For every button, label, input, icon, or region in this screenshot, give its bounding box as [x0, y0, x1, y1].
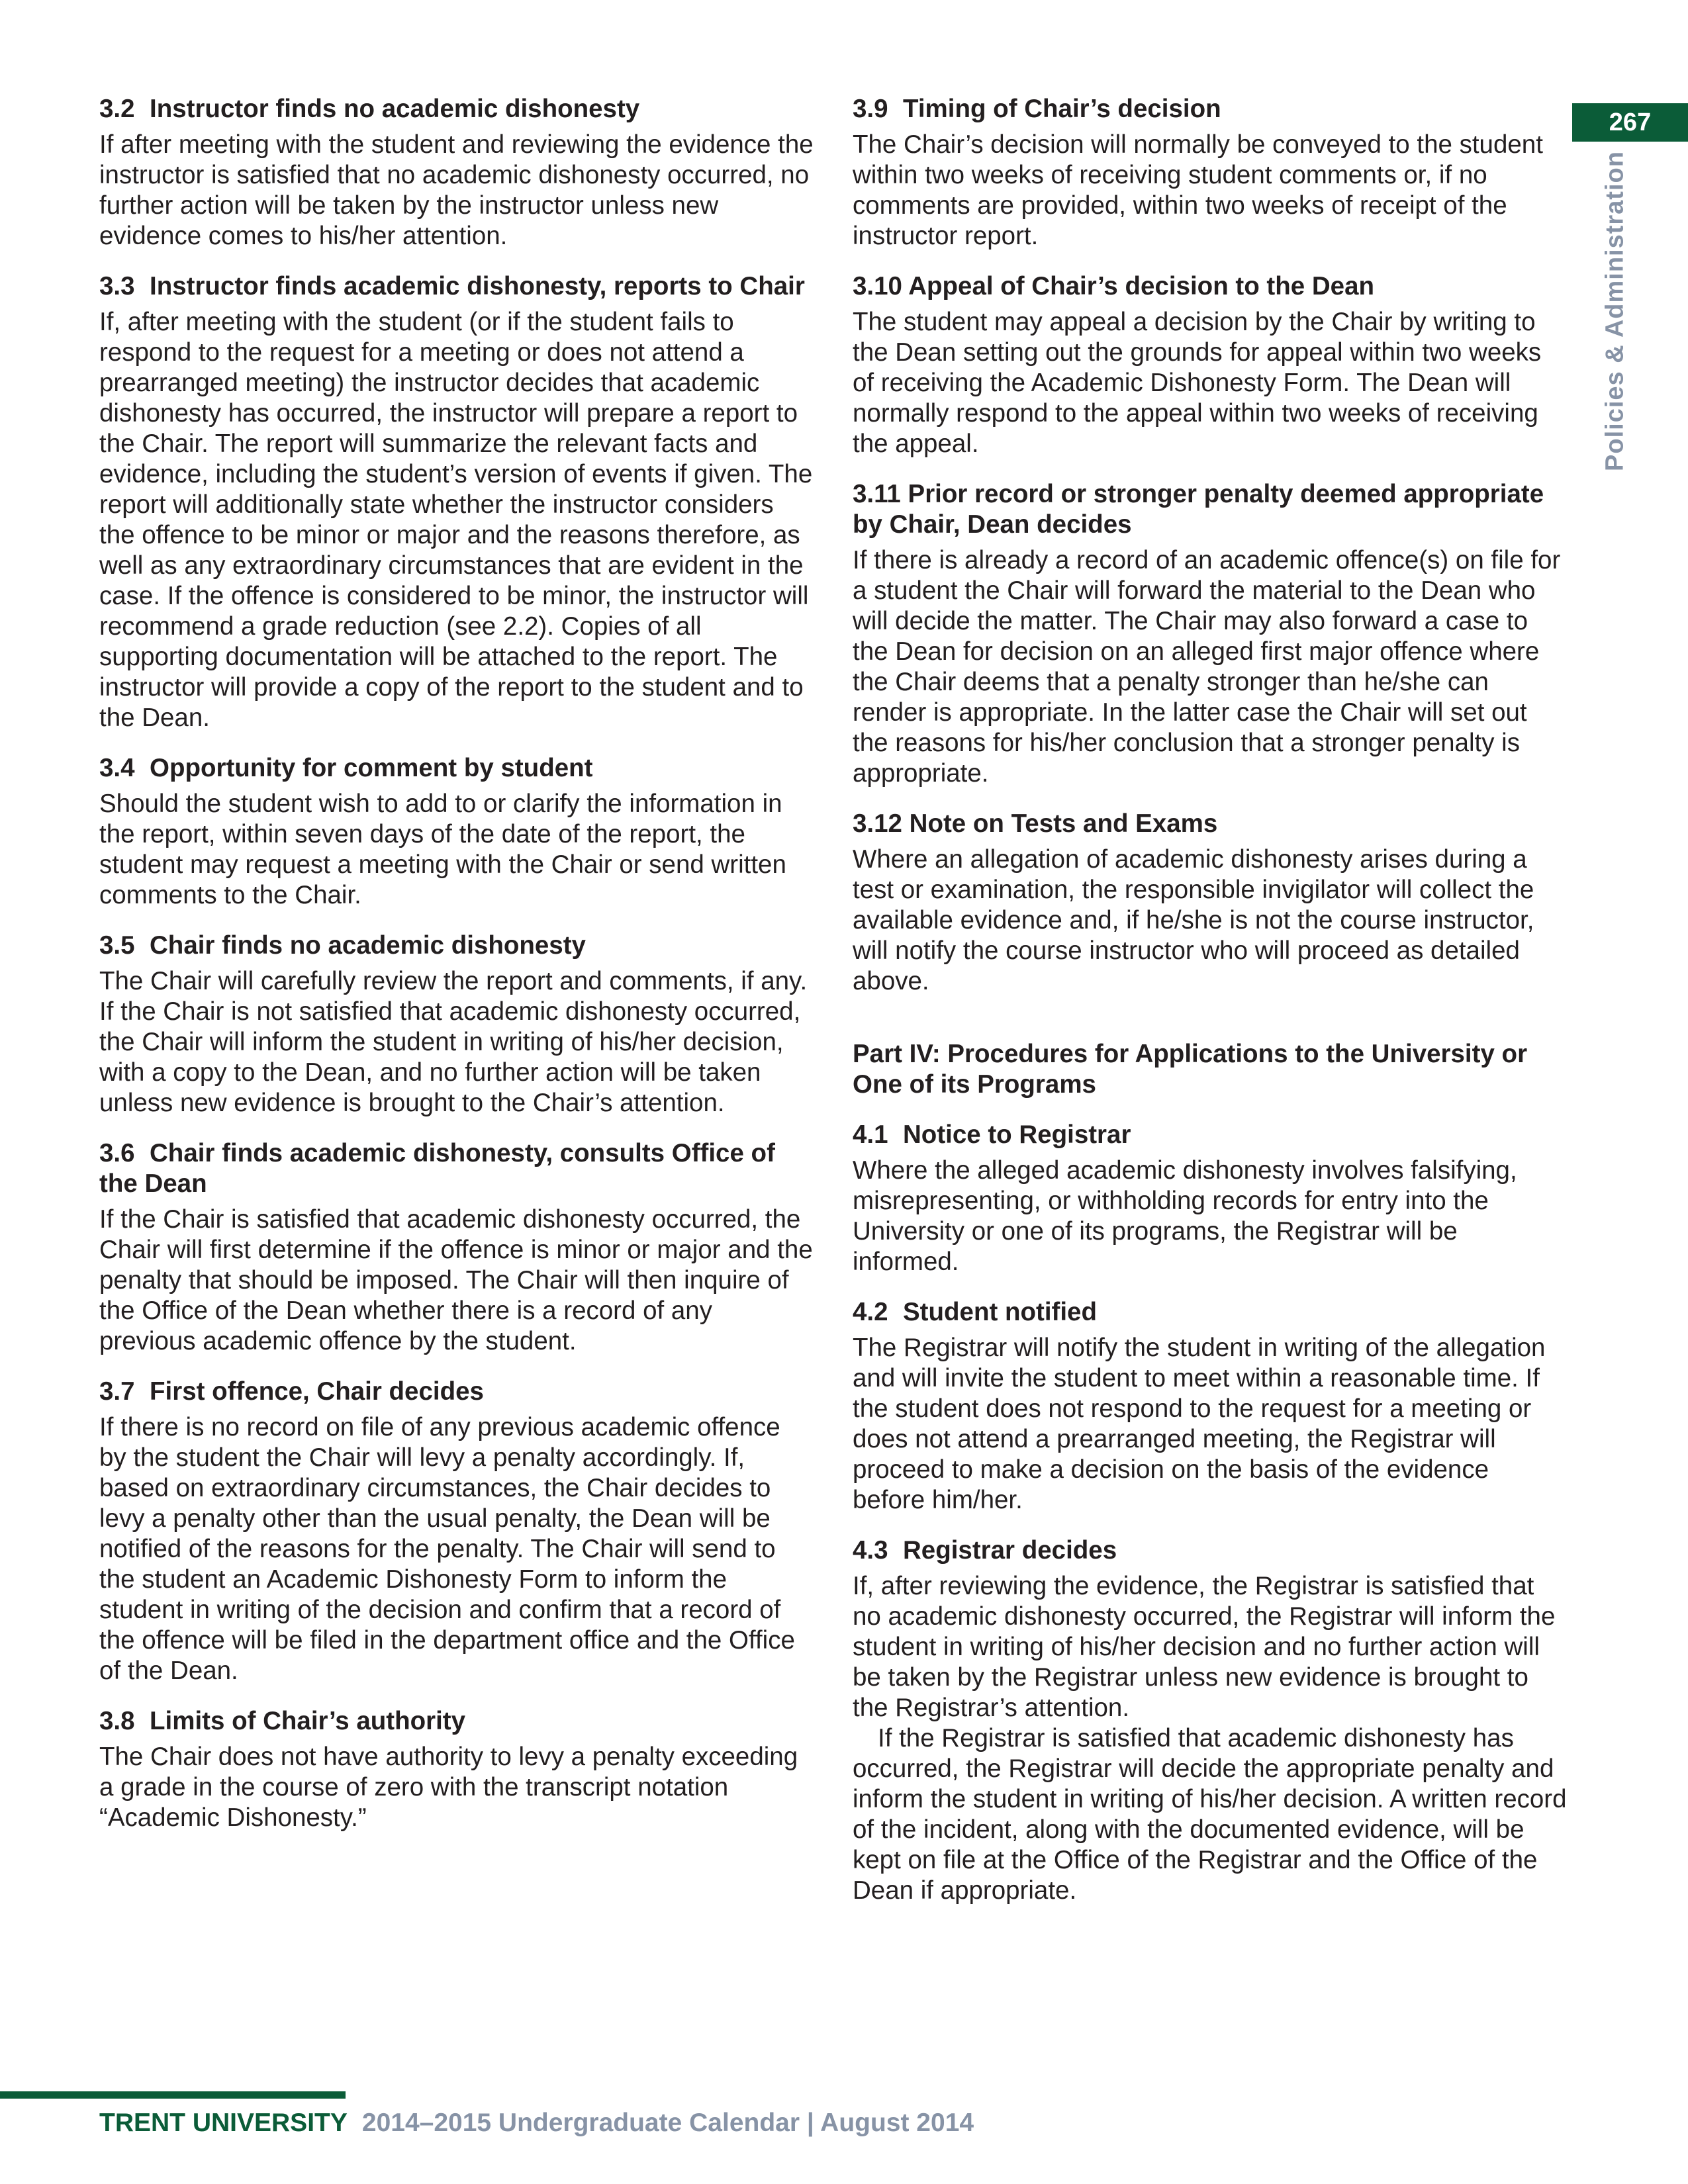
section-title: Note on Tests and Exams	[909, 809, 1218, 838]
section-paragraph: If after meeting with the student and reviewing the evidence the instructor is satisfied that no academic dishonesty occurred, no further action will be taken by the instructor unless new evidence comes to his/her attention.	[99, 130, 814, 250]
section-number: 3.9	[853, 95, 888, 123]
section-heading	[853, 809, 1568, 839]
section-paragraph: If the Registrar is satisfied that academic dishonesty has occurred, the Registrar will decide the appropriate penalty and inform the student in writing of his/her decision. A written record of the incident, along with the documented evidence, will be kept on file at the Office of the Registrar and the Office of the Dean if appropriate.	[853, 1724, 1567, 1905]
section-paragraph: The student may appeal a decision by the Chair by writing to the Dean setting out the grounds for appeal within two weeks of receiving the Academic Dishonesty Form. The Dean will normally respond to the appeal within two weeks of receiving the appeal.	[853, 308, 1542, 458]
section-number: 3.5	[99, 931, 135, 960]
section-title: Limits of Chair’s authority	[150, 1707, 466, 1735]
left-column	[99, 94, 814, 1853]
section-paragraph: The Chair will carefully review the report and comments, if any. If the Chair is not satisfied that academic dishonesty occurred, the Chair will inform the student in writing of his/her decision, with a copy to the Dean, and no further action will be taken unless new evidence is brought to the Chair’s attention.	[99, 967, 808, 1117]
section-title: Notice to Registrar	[903, 1120, 1131, 1149]
section-3-4	[99, 753, 814, 911]
section-title: Instructor finds no academic dishonesty	[150, 95, 640, 123]
footer	[99, 2109, 974, 2138]
section-number: 3.11	[853, 480, 901, 508]
right-column	[853, 94, 1568, 1926]
part-iv-heading	[853, 1039, 1568, 1100]
section-3-3	[99, 271, 814, 733]
section-4-1	[853, 1120, 1568, 1277]
section-number: 4.3	[853, 1536, 888, 1565]
section-paragraph: If, after meeting with the student (or if the student fails to respond to the request for a meeting or does not attend a prearranged meeting) the instructor decides that academic dishonesty has occurred, the instructor will prepare a report to the Chair. The report will summarize the relevant facts and evidence, including the student’s version of events if given. The report will additionally state whether the instructor considers the offence to be minor or major and the reasons therefore, as well as any extraordinary circumstances that are evident in the case. If the offence is considered to be minor, the instructor will recommend a grade reduction (see 2.2). Copies of all supporting documentation will be attached to the report. The instructor will provide a copy of the report to the student and to the Dean.	[99, 308, 813, 732]
section-number: 4.2	[853, 1298, 888, 1326]
section-number: 3.4	[99, 754, 135, 782]
section-heading	[853, 1297, 1568, 1328]
section-number: 3.3	[99, 272, 135, 300]
section-heading	[853, 271, 1568, 302]
section-heading	[853, 479, 1568, 540]
section-title: Timing of Chair’s decision	[903, 95, 1221, 123]
section-4-2	[853, 1297, 1568, 1516]
section-number: 3.2	[99, 95, 135, 123]
section-heading	[99, 753, 814, 784]
section-title: First offence, Chair decides	[150, 1377, 484, 1406]
section-paragraph: If the Chair is satisfied that academic dishonesty occurred, the Chair will first determine if the offence is minor or major and the penalty that should be imposed. The Chair will then inquire of the Office of the Dean whether there is a record of any previous academic offence by the student.	[99, 1205, 813, 1355]
section-paragraph: The Chair’s decision will normally be conveyed to the student within two weeks of receiving student comments or, if no comments are provided, within two weeks of receipt of the instructor report.	[853, 130, 1543, 250]
section-title: Chair finds academic dishonesty, consults Office of the Dean	[99, 1139, 775, 1198]
section-3-11	[853, 479, 1568, 789]
section-number: 3.6	[99, 1139, 135, 1167]
section-paragraph: The Chair does not have authority to levy a penalty exceeding a grade in the course of zero with the transcript notation “Academic Dishonesty.”	[99, 1743, 798, 1832]
section-heading	[853, 1535, 1568, 1566]
section-title: Prior record or stronger penalty deemed appropriate by Chair, Dean decides	[853, 480, 1544, 539]
section-paragraph: Where the alleged academic dishonesty involves falsifying, misrepresenting, or withholding records for entry into the University or one of its programs, the Registrar will be informed.	[853, 1156, 1517, 1276]
section-title: Opportunity for comment by student	[150, 754, 593, 782]
section-heading	[99, 931, 814, 961]
section-paragraph: Where an allegation of academic dishonesty arises during a test or examination, the responsible invigilator will collect the available evidence and, if he/she is not the course instructor, will notify the course instructor who will proceed as detailed above.	[853, 845, 1534, 995]
footer-calendar: 2014–2015 Undergraduate Calendar | August 2014	[361, 2109, 974, 2137]
section-heading	[99, 1377, 814, 1407]
section-title: Student notified	[903, 1298, 1097, 1326]
section-3-2	[99, 94, 814, 251]
section-number: 3.10	[853, 272, 902, 300]
section-paragraph: The Registrar will notify the student in writing of the allegation and will invite the student to meet within a reasonable time. If the student does not respond to the request for a meeting or does not attend a prearranged meeting, the Registrar will proceed to make a decision on the basis of the evidence before him/her.	[853, 1334, 1546, 1514]
section-3-9	[853, 94, 1568, 251]
section-title: Registrar decides	[903, 1536, 1117, 1565]
section-number: 3.7	[99, 1377, 135, 1406]
section-paragraph: If there is already a record of an academic offence(s) on file for a student the Chair will forward the material to the Dean who will decide the matter. The Chair may also forward a case to the Dean for decision on an alleged first major offence where the Chair deems that a penalty stronger than he/she can render is appropriate. In the latter case the Chair will set out the reasons for his/her conclusion that a stronger penalty is appropriate.	[853, 546, 1561, 788]
section-3-8	[99, 1706, 814, 1833]
section-3-7	[99, 1377, 814, 1686]
section-3-12	[853, 809, 1568, 997]
section-heading	[99, 1706, 814, 1737]
section-title: Instructor finds academic dishonesty, reports to Chair	[150, 272, 805, 300]
section-paragraph: If there is no record on file of any previous academic offence by the student the Chair will levy a penalty accordingly. If, based on extraordinary circumstances, the Chair decides to levy a penalty other than the usual penalty, the Dean will be notified of the reasons for the penalty. The Chair will send to the student an Academic Dishonesty Form to inform the student in writing of the decision and confirm that a record of the offence will be filed in the department office and the Office of the Dean.	[99, 1413, 795, 1685]
section-title: Chair finds no academic dishonesty	[150, 931, 586, 960]
section-heading	[853, 94, 1568, 124]
section-number: 3.12	[853, 809, 902, 838]
section-title: Appeal of Chair’s decision to the Dean	[908, 272, 1375, 300]
section-heading	[99, 271, 814, 302]
section-paragraph: If, after reviewing the evidence, the Registrar is satisfied that no academic dishonesty occurred, the Registrar will inform the student in writing of his/her decision and no further action will be taken by the Registrar unless new evidence is brought to the Registrar’s attention.	[853, 1572, 1556, 1722]
section-heading	[99, 1138, 814, 1199]
section-3-5	[99, 931, 814, 1118]
section-side-label-text: Policies & Administration	[1601, 151, 1629, 471]
footer-university: TRENT UNIVERSITY	[99, 2109, 348, 2137]
page-number: 267	[1572, 103, 1688, 142]
section-heading	[99, 94, 814, 124]
section-3-10	[853, 271, 1568, 459]
section-number: 4.1	[853, 1120, 888, 1149]
section-3-6	[99, 1138, 814, 1357]
footer-rule	[0, 2091, 346, 2099]
section-4-3	[853, 1535, 1568, 1906]
part-title: Part IV: Procedures for Applications to the University or One of its Programs	[853, 1040, 1528, 1099]
section-number: 3.8	[99, 1707, 135, 1735]
section-paragraph: Should the student wish to add to or clarify the information in the report, within seven days of the date of the report, the student may request a meeting with the Chair or send written comments to the Chair.	[99, 790, 786, 909]
section-heading	[853, 1120, 1568, 1150]
